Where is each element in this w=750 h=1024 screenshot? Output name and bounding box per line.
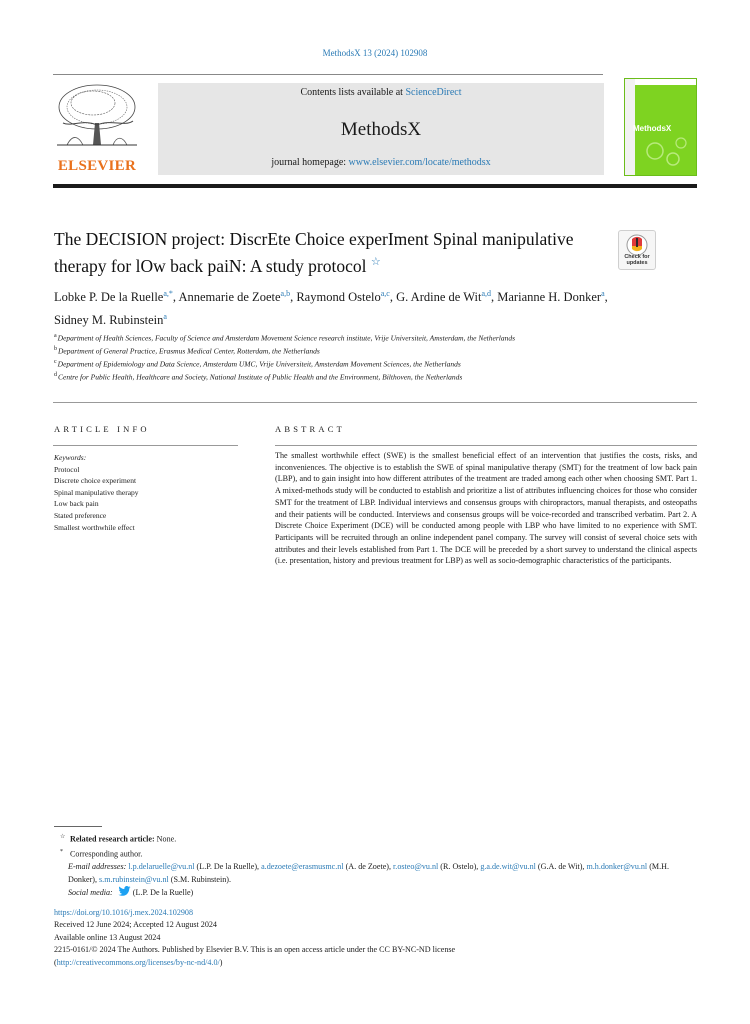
contents-prefix: Contents lists available at	[300, 87, 406, 98]
email-link[interactable]: r.osteo@vu.nl	[393, 862, 439, 872]
affiliation-list	[54, 331, 614, 383]
keyword-item: Spinal manipulative therapy	[54, 487, 139, 497]
article-title	[54, 228, 574, 278]
author-affil-sup[interactable]: a	[601, 289, 605, 298]
email-owner: (L.P. De la Ruelle),	[194, 862, 262, 872]
journal-citation[interactable]: MethodsX 13 (2024) 102908	[322, 48, 428, 58]
author-name[interactable]: Lobke P. De la Ruelle	[54, 290, 164, 305]
keyword-item: Stated preference	[54, 510, 107, 520]
email-label: E-mail addresses:	[68, 862, 127, 872]
email-owner: (A. de Zoete),	[343, 862, 394, 872]
related-label: Related research article:	[70, 834, 155, 844]
license-close: )	[219, 957, 223, 967]
elsevier-logo[interactable]	[53, 83, 141, 175]
homepage-prefix: journal homepage:	[271, 157, 349, 168]
author	[54, 290, 178, 304]
author-name[interactable]: Annemarie de Zoete	[178, 290, 281, 305]
footnote-rule	[54, 826, 102, 827]
title-text: The DECISION project: DiscrEte Choice experIment Spinal manipulative therapy for lOw back paiN: A study protocol	[54, 229, 574, 276]
check-for-updates-button[interactable]	[618, 230, 656, 270]
author-sep: ,	[290, 290, 297, 305]
article-metadata	[54, 907, 699, 969]
affiliation-key: d	[54, 372, 57, 378]
corresponding-mark: *	[60, 849, 63, 856]
affiliation-key: a	[54, 333, 57, 339]
twitter-bird-icon[interactable]	[118, 886, 131, 896]
affiliation-text: Department of Health Sciences, Faculty of Science and Amsterdam Movement Science research institute, Vrije Universiteit, Amsterdam, the Netherlands	[57, 333, 515, 343]
elsevier-wordmark: ELSEVIER	[57, 158, 137, 174]
received-dates: Received 12 June 2024; Accepted 12 August 2024	[54, 920, 217, 930]
author	[178, 290, 296, 304]
homepage-link[interactable]: www.elsevier.com/locate/methodsx	[348, 157, 491, 168]
title-footnote-star[interactable]: ☆	[370, 256, 381, 268]
check-updates-label: Check for updates	[624, 254, 650, 266]
email-link[interactable]: m.h.donker@vu.nl	[586, 862, 648, 872]
contents-line	[158, 87, 604, 98]
related-value: None.	[154, 834, 177, 844]
online-date: Available online 13 August 2024	[54, 932, 161, 942]
author-affil-sup[interactable]: a,c	[380, 289, 390, 298]
footnotes	[54, 831, 699, 899]
email-owner: (R. Ostelo),	[438, 862, 481, 872]
header-rule	[53, 184, 697, 188]
author-sep: ,	[491, 290, 498, 305]
keyword-item: Low back pain	[54, 499, 99, 509]
affiliation-item	[54, 344, 614, 357]
cover-title: MethodsX	[633, 124, 672, 133]
email-link[interactable]: a.dezoete@erasmusmc.nl	[261, 862, 344, 872]
affiliation-text: Centre for Public Health, Healthcare and Society, National Institute of Public Health and the Environment, Bilthoven, the Netherlands	[58, 372, 463, 382]
author-name[interactable]: G. Ardine de Wit	[396, 290, 482, 305]
cover-circles-icon	[625, 79, 698, 177]
author-affil-sup[interactable]: a,*	[163, 289, 173, 298]
journal-masthead	[158, 83, 604, 175]
abstract-heading: ABSTRACT	[275, 424, 345, 434]
keywords-block	[54, 452, 239, 533]
email-owner: (S.M. Rubinstein).	[168, 874, 232, 884]
doi-link[interactable]: https://doi.org/10.1016/j.mex.2024.102908	[54, 908, 194, 917]
corresponding-label: Corresponding author.	[70, 849, 143, 859]
keyword-item: Protocol	[54, 464, 80, 474]
social-footnote	[54, 886, 699, 899]
author-affil-sup[interactable]: a,d	[481, 289, 492, 298]
elsevier-tree-icon	[53, 83, 141, 157]
article-info-rule	[53, 445, 238, 446]
affiliation-item	[54, 357, 614, 370]
email-link[interactable]: g.a.de.wit@vu.nl	[480, 862, 536, 872]
journal-cover[interactable]	[624, 78, 697, 176]
related-footnote	[54, 831, 699, 846]
corresponding-footnote	[54, 846, 699, 861]
email-owner: (M.H. Donker),	[68, 862, 669, 884]
author	[296, 290, 396, 304]
author-name[interactable]: Marianne H. Donker	[497, 290, 602, 305]
affiliation-key: c	[54, 359, 57, 365]
affiliation-key: b	[54, 346, 57, 352]
affiliation-rule	[53, 402, 697, 403]
license-open: (	[54, 957, 57, 967]
abstract-rule	[275, 445, 697, 446]
social-value: (L.P. De la Ruelle)	[130, 888, 194, 897]
email-footnote	[54, 861, 699, 886]
author-name[interactable]: Sidney M. Rubinstein	[54, 313, 164, 328]
license-line	[54, 957, 699, 969]
email-link[interactable]: l.p.delaruelle@vu.nl	[128, 862, 195, 872]
email-owner: (G.A. de Wit),	[535, 862, 587, 872]
social-label: Social media:	[68, 888, 113, 897]
license-link[interactable]: http://creativecommons.org/licenses/by-nc-nd/4.0/	[56, 957, 220, 967]
top-rule	[53, 74, 603, 75]
keyword-item: Discrete choice experiment	[54, 476, 137, 486]
article-info-heading: ARTICLE INFO	[54, 424, 150, 434]
journal-name: MethodsX	[340, 119, 422, 140]
affiliation-text: Department of Epidemiology and Data Science, Amsterdam UMC, Vrije Universiteit, Amsterdam Movement Sciences, the Netherlands	[57, 359, 461, 369]
affiliation-item	[54, 331, 614, 344]
abstract-text: The smallest worthwhile effect (SWE) is the smallest beneficial effect of an intervention that justifies the costs, risks, and inconveniences. The objective is to establish the SWE of spinal manipulative therapy (SMT) for the treatment of low back pain (LBP), and to gain insight into how different attributes of the treatment are traded among each other when choosing SMT. Part 1. A mixed-methods study will be conducted to establish and prioritize a list of attributes influencing choices for those who consider SMT for the treatment of LBP. Individual interviews and consensus groups with chiropractors, manual therapists, and osteopaths and their patients will be conducted. Interviews and consensus groups will be voice-recorded and transcribed verbatim. Part 2. A Discrete Choice Experiment (DCE) will be conducted among people with LBP who have limited to no experience with SMT. Participants will be recruited through an online independent panel company. The survey will consist of several choice sets with attributes and their levels established from Part 1. The DCE will be preceded by a short survey to understand the clinical aspects (i.e. presentation, history and previous treatment for LBP) as well as socio-demographic characteristics of the participants.	[275, 451, 697, 566]
author-sep: ,	[172, 290, 179, 305]
related-mark: ☆	[60, 834, 66, 840]
author-affil-sup[interactable]: a	[163, 312, 167, 322]
author-sep: ,	[389, 290, 397, 305]
email-link[interactable]: s.m.rubinstein@vu.nl	[99, 874, 169, 884]
author-sep: ,	[604, 290, 608, 305]
author-list	[54, 284, 614, 330]
homepage-line	[158, 157, 604, 168]
copyright-line: 2215-0161/© 2024 The Authors. Published by Elsevier B.V. This is an open access article under the CC BY-NC-ND license	[54, 945, 456, 955]
keywords-label: Keywords:	[54, 453, 87, 462]
check-updates-icon	[626, 234, 648, 256]
author-name[interactable]: Raymond Ostelo	[296, 290, 381, 305]
author	[54, 313, 167, 327]
keyword-item: Smallest worthwhile effect	[54, 522, 135, 532]
author	[497, 290, 607, 304]
author	[396, 290, 497, 304]
affiliation-text: Department of General Practice, Erasmus Medical Center, Rotterdam, the Netherlands	[58, 346, 320, 356]
sciencedirect-link[interactable]: ScienceDirect	[405, 87, 462, 98]
author-affil-sup[interactable]: a,b	[280, 289, 291, 298]
affiliation-item	[54, 370, 614, 383]
